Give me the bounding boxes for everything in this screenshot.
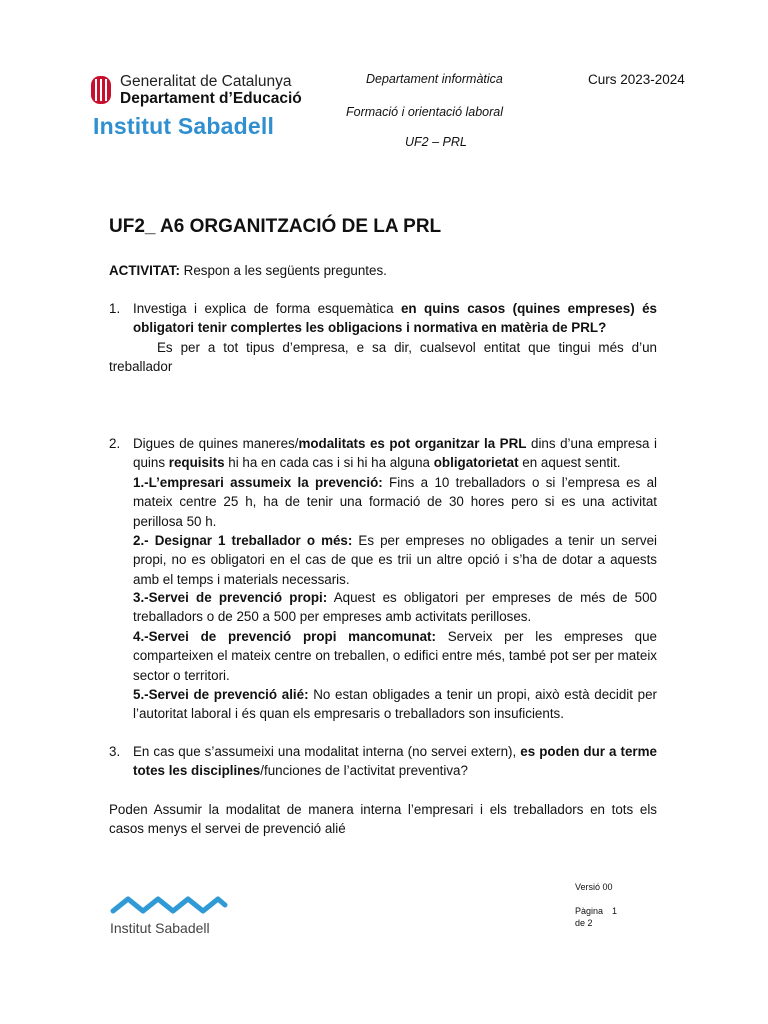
question-3-emphasis: es poden dur a terme totes les disciplines <box>133 744 657 779</box>
modality-item-2-label: 2.- Designar 1 treballador o més: <box>133 533 353 548</box>
modality-item-3-label: 3.-Servei de prevenció propi: <box>133 590 328 605</box>
modality-item-3 <box>133 588 657 627</box>
header-unit: UF2 – PRL <box>405 135 467 149</box>
modality-item-1-label: 1.-L’empresari assumeix la prevenció: <box>133 475 383 490</box>
generalitat-seal-icon <box>90 75 112 105</box>
activity-instruction <box>109 261 659 280</box>
modality-item-5-text: No estan obligades a tenir un propi, això està decidit per l’autoritat laboral i és quan els empresaris o treballadors son insuficients. <box>133 687 657 722</box>
question-3-text-2: /funciones de l’activitat preventiva? <box>260 763 468 779</box>
page-title: UF2_ A6 ORGANITZACIÓ DE LA PRL <box>109 216 442 237</box>
modality-item-2 <box>133 531 657 589</box>
question-3-number: 3. <box>109 744 121 759</box>
header-course: Curs 2023-2024 <box>588 72 685 87</box>
question-2-emphasis-1: modalitats es pot organitzar la PRL <box>298 436 527 451</box>
generalitat-logo <box>90 73 380 113</box>
footer-page-total: de 2 <box>575 918 593 928</box>
modality-item-4-text: Serveix per les empreses que comparteixen el mateix centre on treballen, o edifici entre més, també pot ser per mateix sector o territori. <box>133 629 657 683</box>
modality-item-4-label: 4.-Servei de prevenció propi mancomunat: <box>133 629 436 644</box>
footer-logo <box>110 893 230 941</box>
footer-version: Versió 00 <box>575 882 613 892</box>
modality-item-5 <box>133 685 657 724</box>
footer-logo-text: Institut Sabadell <box>110 920 210 936</box>
modality-item-1 <box>133 473 657 531</box>
question-2-emphasis-3: obligatorietat <box>433 455 519 471</box>
question-2 <box>133 434 657 473</box>
question-2-emphasis-2: requisits <box>168 455 225 471</box>
question-2-number: 2. <box>109 436 121 451</box>
question-2-text-2: dins d’una empresa i quins <box>133 436 657 471</box>
department-name: Departament d’Educació <box>120 90 302 107</box>
modality-item-1-text: Fins a 10 treballadors o si l’empresa es al mateix centre 25 h, ha de tenir una formació de 30 hores pero si es una activitat perillosa 50 h. <box>133 475 657 529</box>
question-1-number: 1. <box>109 301 121 316</box>
wave-logo-icon <box>110 893 228 917</box>
modality-item-3-text: Aquest es obligatori per empreses de més de 500 treballadors o de 250 a 500 per empreses amb activitats perilloses. <box>133 590 657 625</box>
institute-title: Institut Sabadell <box>93 113 275 139</box>
generalitat-name: Generalitat de Catalunya <box>120 73 292 90</box>
question-1 <box>133 299 657 338</box>
header-subject: Formació i orientació laboral <box>346 105 504 119</box>
activity-text: Respon a les següents preguntes. <box>179 263 387 278</box>
question-1-text: Investiga i explica de forma esquemàtica <box>133 301 401 316</box>
question-2-text-3: hi ha en cada cas i si hi ha alguna <box>224 455 434 471</box>
modality-item-2-text: Es per empreses no obligades a tenir un servei propi, no es obligatori en el cas de que es trii un altre opció i s’ha de dotar a aquests amb el temps i materials necessaris. <box>133 533 657 587</box>
footer-page-number: 1 <box>612 906 618 916</box>
question-1-answer: Es per a tot tipus d’empresa, e sa dir, cualsevol entitat que tingui més d’un treballador <box>109 340 657 375</box>
header-department: Departament informàtica <box>366 72 503 86</box>
question-1-emphasis: en quins casos (quines empreses) és obligatori tenir complertes les obligacions i normativa en matèria de PRL? <box>133 301 657 336</box>
question-2-text-4: en aquest sentit. <box>518 455 621 471</box>
question-3-answer: Poden Assumir la modalitat de manera interna l’empresari i els treballadors en tots els casos menys el servei de prevenció alié <box>109 802 657 837</box>
activity-label: ACTIVITAT: <box>109 263 180 278</box>
footer-page-label: Pàgina <box>575 906 604 916</box>
modality-item-5-label: 5.-Servei de prevenció alié: <box>133 687 309 702</box>
question-2-text-1: Digues de quines maneres/ <box>133 436 299 451</box>
modality-item-4 <box>133 627 657 685</box>
question-3 <box>133 742 657 781</box>
question-3-text-1: En cas que s’assumeixi una modalitat interna (no servei extern), <box>133 744 521 759</box>
